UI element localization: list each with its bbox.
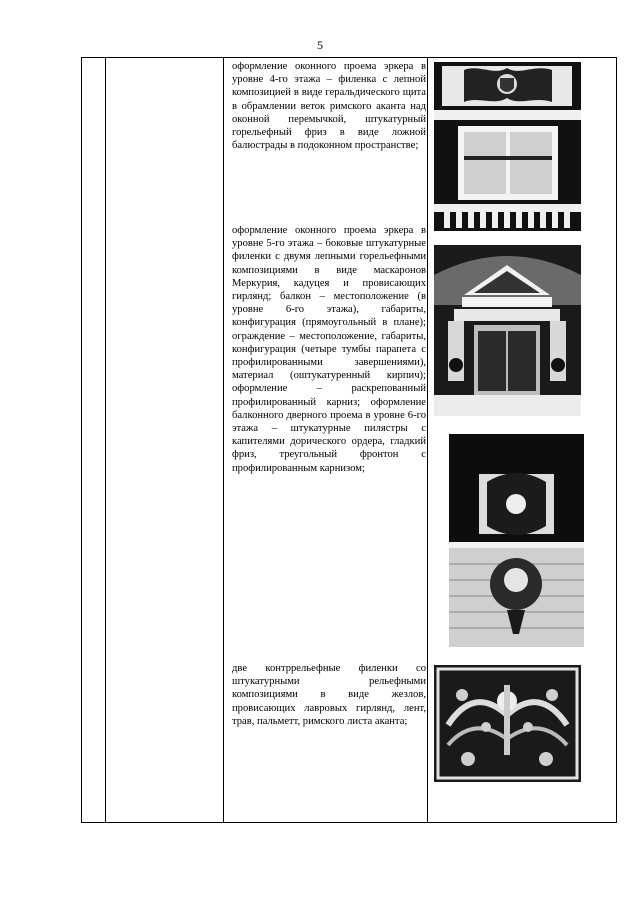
description-table [81, 57, 617, 823]
row-1-description: оформление оконного проема эркера в уровне 4-го этажа – филенка с лепной композицией в виде геральдического щита в обрамлении веток римского аканта над оконной перемычкой, штукатурный горельефный фриз в виде ложной балюстрады в подоконном пространстве; [232, 61, 426, 152]
pediment-balcony-photo-icon [434, 245, 581, 416]
column-divider [223, 58, 224, 822]
relief-panel-photo-icon [434, 665, 581, 782]
window-facade-photo-icon [434, 62, 581, 231]
row-3-description: две контррельефные филенки со штукатурными рельефными композициями в виде жезлов, провисающих лавровых гирлянд, лент, трав, пальметт, римского листа аканта; [232, 663, 426, 727]
row-2-description: оформление оконного проема эркера в уровне 5-го этажа – боковые штукатурные филенки с двумя лепными горельефными композициями в виде маскаронов Меркурия, кадуцея и провисающих гирлянд; балкон – местоположение (в уровне 6-го этажа), габариты, конфигурация (прямоугольный в плане); ограждение – местоположение, габариты, конфигурация (четыре тумбы парапета с профилированными завершениями), материал (оштукатуренный кирпич); оформление – раскрепованный профилированный карниз; оформление балконного дверного проема в уровне 6-го этажа – штукатурные пилястры с капителями дорического ордера, гладкий фриз, треугольный фронтон с профилированным карнизом; [232, 225, 426, 474]
mascaron-relief-photo-icon [449, 434, 584, 647]
column-divider [105, 58, 106, 822]
column-divider [427, 58, 428, 822]
page-number: 5 [317, 38, 323, 52]
